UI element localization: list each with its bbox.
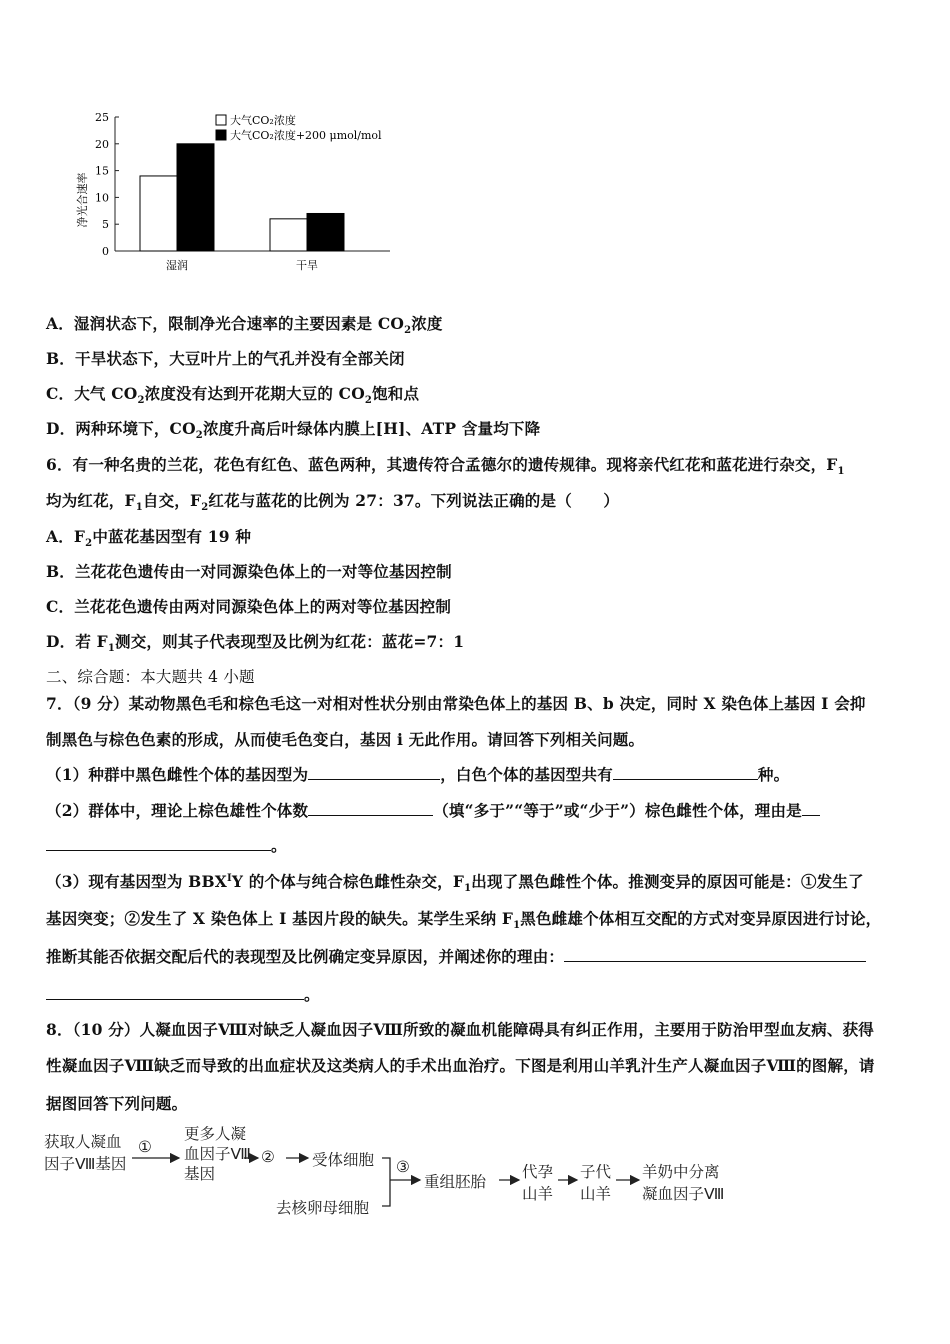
legend xyxy=(216,113,382,142)
bar-湿润-series-1 xyxy=(140,176,177,251)
y-axis-label: 净光合速率 xyxy=(76,172,89,228)
step-2-label: ② xyxy=(261,1148,275,1166)
y-tick-label: 25 xyxy=(95,111,109,124)
q8-stem-line3: 据图回答下列问题。 xyxy=(46,1094,188,1113)
answer-blank[interactable] xyxy=(564,947,866,962)
y-tick-label: 15 xyxy=(95,164,109,178)
q7-part3-line3: 推断其能否依据交配后代的表现型及比例确定变异原因，并阐述你的理由： xyxy=(46,945,866,967)
legend-swatch-2 xyxy=(216,130,226,140)
q6-option-c: C．兰花花色遗传由两对同源染色体上的两对等位基因控制 xyxy=(46,597,452,616)
q7-part1: （1）种群中黑色雌性个体的基因型为 ，白色个体的基因型共有 种。 xyxy=(46,765,790,784)
q7-stem-line2: 制黑色与棕色色素的形成，从而使毛色变白，基因 i 无此作用。请回答下列相关问题。 xyxy=(46,730,645,749)
y-tick-label: 10 xyxy=(95,191,109,205)
answer-blank[interactable] xyxy=(46,836,271,851)
answer-blank[interactable] xyxy=(802,801,820,816)
node-recombinant-embryo: 重组胚胎 xyxy=(424,1173,487,1191)
q6-option-d: D．若 $F_1$测交，则其子代表现型及比例为红花：蓝花=7：1 xyxy=(46,632,465,655)
legend-swatch-1 xyxy=(216,115,226,125)
x-tick-label: 干旱 xyxy=(296,259,318,272)
q5-option-d: D．两种环境下，$CO_2$浓度升高后叶绿体内膜上[H]、ATP 含量均下降 xyxy=(46,419,541,442)
q5-option-c: C．大气 $CO_2$浓度没有达到开花期大豆的 $CO_2$饱和点 xyxy=(46,384,420,407)
q7-part2-cont: 。 xyxy=(46,834,287,856)
x-tick-label: 湿润 xyxy=(166,259,188,272)
q7-stem-line1: 7．（9 分）某动物黑色毛和棕色毛这一对相对性状分别由常染色体上的基因 B、b 决定，同时 X 染色体上基因 I 会抑 xyxy=(46,694,866,713)
bar-干旱-series-2 xyxy=(307,213,344,251)
answer-blank[interactable] xyxy=(46,985,304,1000)
node-milk-separation: 羊奶中分离 凝血因子Ⅷ xyxy=(642,1163,725,1203)
q6-stem-line2: 均为红花，$F_1$自交，$F_2$红花与蓝花的比例为 27：37。下列说法正确的是（ ） xyxy=(46,491,620,514)
q5-option-a: A．湿润状态下，限制净光合速率的主要因素是 $CO_2$浓度 xyxy=(46,314,443,337)
q8-stem-line1: 8．（10 分）人凝血因子Ⅷ对缺乏人凝血因子Ⅷ所致的凝血机能障碍具有纠正作用，主要用于防治甲型血友病、获得 xyxy=(46,1020,875,1039)
q7-part3-line4: 。 xyxy=(46,983,320,1005)
answer-blank[interactable] xyxy=(613,765,758,780)
node-enucleated-oocyte: 去核卵母细胞 xyxy=(276,1199,370,1217)
answer-blank[interactable] xyxy=(308,765,440,780)
section-heading: 二、综合题：本大题共 4 小题 xyxy=(46,668,255,686)
y-tick-label: 20 xyxy=(95,137,109,151)
q7-part3-line1: （3）现有基因型为 $BBX^IY$ 的个体与纯合棕色雌性杂交，$F_1$出现了黑色雌性个体。推测变异的原因可能是：①发生了 xyxy=(46,872,864,895)
bar-chart xyxy=(70,105,400,275)
legend-label-2: 大气CO₂浓度+200 μmol/mol xyxy=(230,129,382,142)
q8-stem-line2: 性凝血因子Ⅷ缺乏而导致的出血症状及这类病人的手术出血治疗。下图是利用山羊乳汁生产人凝血因子Ⅷ的图解，请 xyxy=(46,1056,875,1075)
y-tick-label: 5 xyxy=(102,218,109,232)
node-more-gene: 更多人凝 血因子Ⅷ 基因 xyxy=(184,1125,251,1183)
node-get-gene: 获取人凝血 因子Ⅷ基因 xyxy=(44,1133,127,1173)
bar-干旱-series-1 xyxy=(270,219,307,251)
step-3-label: ③ xyxy=(396,1158,410,1176)
legend-label-1: 大气CO₂浓度 xyxy=(230,114,296,127)
q6-option-b: B．兰花花色遗传由一对同源染色体上的一对等位基因控制 xyxy=(46,562,452,581)
q6-option-a: A．$F_2$中蓝花基因型有 19 种 xyxy=(46,527,252,550)
bar-湿润-series-2 xyxy=(177,144,214,251)
q5-option-b: B．干旱状态下，大豆叶片上的气孔并没有全部关闭 xyxy=(46,349,405,368)
join-bracket xyxy=(382,1158,390,1206)
y-tick-label: 0 xyxy=(102,245,109,258)
q6-stem-line1: 6．有一种名贵的兰花，花色有红色、蓝色两种，其遗传符合孟德尔的遗传规律。现将亲代红花和蓝花进行杂交，$F_1$ xyxy=(46,455,845,478)
flow-arrows xyxy=(44,1120,744,1230)
node-recipient-cell: 受体细胞 xyxy=(312,1151,375,1169)
q7-part2: （2）群体中，理论上棕色雄性个体数 （填“多于”“等于”或“少于”）棕色雌性个体，理由是 xyxy=(46,799,820,821)
answer-blank[interactable] xyxy=(308,801,433,816)
q7-part3-line2: 基因突变；②发生了 X 染色体上 I 基因片段的缺失。某学生采纳 $F_1$黑色雌雄个体相互交配的方式对变异原因进行讨论， xyxy=(46,909,882,932)
step-1-label: ① xyxy=(138,1138,152,1156)
node-surrogate-goat: 代孕 山羊 xyxy=(522,1163,554,1203)
node-offspring-goat: 子代 山羊 xyxy=(580,1163,612,1203)
